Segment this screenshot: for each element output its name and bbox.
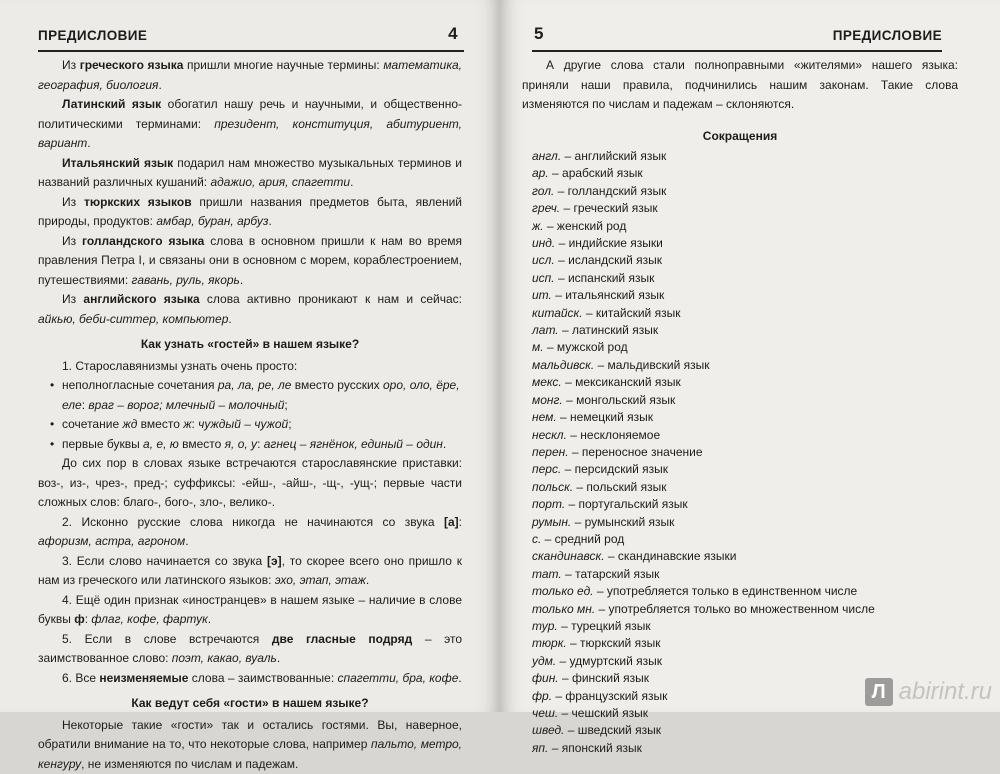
abbreviation-meaning: – румынский язык	[571, 515, 674, 529]
page-number: 4	[448, 24, 458, 44]
list-item	[522, 322, 958, 339]
right-page	[500, 0, 1000, 712]
abbreviation-term: румын.	[532, 515, 571, 529]
list-item	[522, 583, 958, 600]
list-item	[522, 148, 958, 165]
list-item	[522, 705, 958, 722]
paragraph-latin: Латинский язык обогатил нашу речь и научными, и общественно-политическими терминами: президент, конституция, абитуриент, вариант.	[38, 95, 462, 154]
abbreviation-meaning: – японский язык	[548, 741, 642, 755]
abbreviation-meaning: – греческий язык	[560, 201, 657, 215]
list-item	[522, 444, 958, 461]
abbreviation-term: инд.	[532, 236, 555, 250]
paragraph-greek: Из греческого языка пришли многие научные термины: математика, география, биология.	[38, 56, 462, 95]
list-item	[522, 635, 958, 652]
paragraph-turkic: Из тюркских языков пришли названия предметов быта, явлений природы, продуктов: амбар, буран, арбуз.	[38, 193, 462, 232]
rule-4: 4. Ещё один признак «иностранцев» в нашем языке – наличие в слове буквы ф: флаг, кофе, фартук.	[38, 591, 462, 630]
abbreviation-meaning: – скандинавские языки	[605, 549, 737, 563]
abbreviation-meaning: – латинский язык	[559, 323, 658, 337]
list-item	[522, 235, 958, 252]
abbreviation-meaning: – несклоняемое	[567, 428, 660, 442]
rule-1-bullets	[38, 376, 462, 454]
list-item	[522, 218, 958, 235]
list-item	[522, 165, 958, 182]
abbreviation-meaning: – индийские языки	[555, 236, 663, 250]
page-number: 5	[534, 24, 544, 44]
abbreviation-term: м.	[532, 340, 544, 354]
abbreviation-term: только мн.	[532, 602, 595, 616]
list-item	[522, 722, 958, 739]
abbreviation-term: скандинавск.	[532, 549, 605, 563]
abbreviation-meaning: – монгольский язык	[563, 393, 676, 407]
list-item	[522, 252, 958, 269]
abbreviation-term: тур.	[532, 619, 558, 633]
left-page-header	[38, 28, 464, 52]
paragraph-guests: Некоторые такие «гости» так и остались гостями. Вы, наверное, обратили внимание на то, что некоторые слова, например пальто, метро, кенгуру, не изменяются по числам и падежам.	[38, 716, 462, 774]
section-heading-recognize: Как узнать «гостей» в нашем языке?	[38, 335, 462, 355]
list-item	[522, 479, 958, 496]
abbreviation-term: мальдивск.	[532, 358, 594, 372]
list-item	[522, 601, 958, 618]
rule-1: 1. Старославянизмы узнать очень просто:	[38, 357, 462, 377]
left-page	[0, 0, 500, 712]
rule-6: 6. Все неизменяемые слова – заимствованные: спагетти, бра, кофе.	[38, 669, 462, 689]
running-title: ПРЕДИСЛОВИЕ	[38, 28, 147, 43]
list-item: • первые буквы а, е, ю вместо я, о, у: агнец – ягнёнок, единый – один.	[50, 435, 462, 455]
list-item	[522, 740, 958, 757]
abbreviation-meaning: – мужской род	[544, 340, 628, 354]
paragraph-english: Из английского языка слова активно проникают к нам и сейчас: айкью, беби-ситтер, компьютер.	[38, 290, 462, 329]
paragraph-italian: Итальянский язык подарил нам множество музыкальных терминов и названий различных кушаний: адажио, ария, спагетти.	[38, 154, 462, 193]
abbreviation-meaning: – употребляется только в единственном числе	[594, 584, 858, 598]
abbreviation-term: китайск.	[532, 306, 583, 320]
list-item	[522, 409, 958, 426]
abbreviation-term: нескл.	[532, 428, 567, 442]
abbreviation-term: фр.	[532, 689, 552, 703]
list-item	[522, 618, 958, 635]
abbreviation-term: ж.	[532, 219, 544, 233]
list-item: • сочетание жд вместо ж: чуждый – чужой;	[50, 415, 462, 435]
paragraph-intro: А другие слова стали полноправными «жителями» нашего языка: приняли наши правила, подчинились нашим законам. Такие слова изменяются по числам и падежам – склоняются.	[522, 56, 958, 115]
abbreviation-meaning: – китайский язык	[583, 306, 681, 320]
list-item	[522, 514, 958, 531]
abbreviation-term: гол.	[532, 184, 554, 198]
abbreviation-term: греч.	[532, 201, 560, 215]
list-item	[522, 287, 958, 304]
abbreviation-meaning: – переносное значение	[569, 445, 703, 459]
right-page-header	[532, 28, 942, 52]
rule-5: 5. Если в слове встречаются две гласные подряд – это заимствованное слово: поэт, какао, вуаль.	[38, 630, 462, 669]
abbreviation-meaning: – немецкий язык	[557, 410, 653, 424]
abbreviation-meaning: – персидский язык	[561, 462, 668, 476]
running-title: ПРЕДИСЛОВИЕ	[833, 28, 942, 43]
list-item	[522, 374, 958, 391]
abbreviation-meaning: – тюркский язык	[567, 636, 661, 650]
abbreviation-term: ит.	[532, 288, 552, 302]
abbreviation-term: с.	[532, 532, 541, 546]
abbreviation-term: швед.	[532, 723, 564, 737]
section-heading-behave: Как ведут себя «гости» в нашем языке?	[38, 694, 462, 714]
abbreviation-meaning: – итальянский язык	[552, 288, 664, 302]
abbreviation-term: лат.	[532, 323, 559, 337]
rule-prefixes: До сих пор в словах языке встречаются старославянские приставки: воз-, из-, чрез-, пред-; суффиксы: -ейш-, -айш-, -щ-, -ущ-; первые части сложных слов: благо-, бого-, зло-, велико-.	[38, 454, 462, 513]
abbreviation-meaning: – арабский язык	[549, 166, 643, 180]
list-item: • неполногласные сочетания ра, ла, ре, ле вместо русских оро, оло, ёре, еле: враг – ворог; млечный – молочный;	[50, 376, 462, 415]
abbreviation-meaning: – португальский язык	[565, 497, 687, 511]
abbreviation-term: тюрк.	[532, 636, 567, 650]
abbreviation-term: тат.	[532, 567, 562, 581]
abbreviation-term: удм.	[532, 654, 556, 668]
abbreviation-meaning: – мексиканский язык	[562, 375, 681, 389]
watermark	[865, 678, 992, 706]
abbreviation-term: фин.	[532, 671, 559, 685]
abbreviation-meaning: – употребляется только во множественном числе	[595, 602, 875, 616]
abbreviation-term: монг.	[532, 393, 563, 407]
abbreviation-term: нем.	[532, 410, 557, 424]
list-item	[522, 357, 958, 374]
list-item	[522, 200, 958, 217]
abbreviation-term: перен.	[532, 445, 569, 459]
labirint-logo-icon: Л	[865, 678, 893, 706]
abbreviation-term: только ед.	[532, 584, 594, 598]
abbreviation-term: яп.	[532, 741, 548, 755]
left-page-content	[38, 56, 462, 774]
abbreviation-meaning: – финский язык	[559, 671, 649, 685]
abbreviation-term: исп.	[532, 271, 555, 285]
list-item	[522, 305, 958, 322]
list-item	[522, 427, 958, 444]
list-item	[522, 496, 958, 513]
abbreviation-meaning: – польский язык	[573, 480, 666, 494]
list-item	[522, 653, 958, 670]
abbreviation-term: чеш.	[532, 706, 558, 720]
list-item	[522, 461, 958, 478]
abbreviation-term: перс.	[532, 462, 561, 476]
abbreviation-meaning: – татарский язык	[562, 567, 660, 581]
abbreviation-meaning: – английский язык	[561, 149, 666, 163]
abbreviation-meaning: – мальдивский язык	[594, 358, 709, 372]
abbreviation-term: исл.	[532, 253, 555, 267]
list-item	[522, 566, 958, 583]
watermark-text: abirint.ru	[899, 678, 992, 706]
abbreviation-meaning: – французский язык	[552, 689, 667, 703]
abbreviation-term: англ.	[532, 149, 561, 163]
list-item	[522, 339, 958, 356]
abbreviation-meaning: – женский род	[544, 219, 627, 233]
abbreviations-heading: Сокращения	[522, 127, 958, 147]
list-item	[522, 183, 958, 200]
abbreviation-term: ар.	[532, 166, 549, 180]
list-item	[522, 270, 958, 287]
abbreviations-list	[522, 148, 958, 757]
right-page-content	[522, 56, 958, 757]
abbreviation-meaning: – средний род	[541, 532, 624, 546]
list-item	[522, 531, 958, 548]
abbreviation-meaning: – шведский язык	[564, 723, 661, 737]
abbreviation-meaning: – голландский язык	[554, 184, 666, 198]
list-item	[522, 548, 958, 565]
abbreviation-meaning: – удмуртский язык	[556, 654, 662, 668]
abbreviation-meaning: – турецкий язык	[558, 619, 651, 633]
abbreviation-term: польск.	[532, 480, 573, 494]
rule-2: 2. Исконно русские слова никогда не начинаются со звука [а]: афоризм, астра, агроном.	[38, 513, 462, 552]
abbreviation-meaning: – исландский язык	[555, 253, 662, 267]
abbreviation-term: порт.	[532, 497, 565, 511]
abbreviation-meaning: – испанский язык	[555, 271, 655, 285]
paragraph-dutch: Из голландского языка слова в основном пришли к нам во время правления Петра I, и связаны они в основном с морем, кораблестроением, путешествиями: гавань, руль, якорь.	[38, 232, 462, 291]
abbreviation-meaning: – чешский язык	[558, 706, 648, 720]
list-item	[522, 392, 958, 409]
rule-3: 3. Если слово начинается со звука [э], то скорее всего оно пришло к нам из греческого или латинского языков: эхо, этап, этаж.	[38, 552, 462, 591]
abbreviation-term: мекс.	[532, 375, 562, 389]
